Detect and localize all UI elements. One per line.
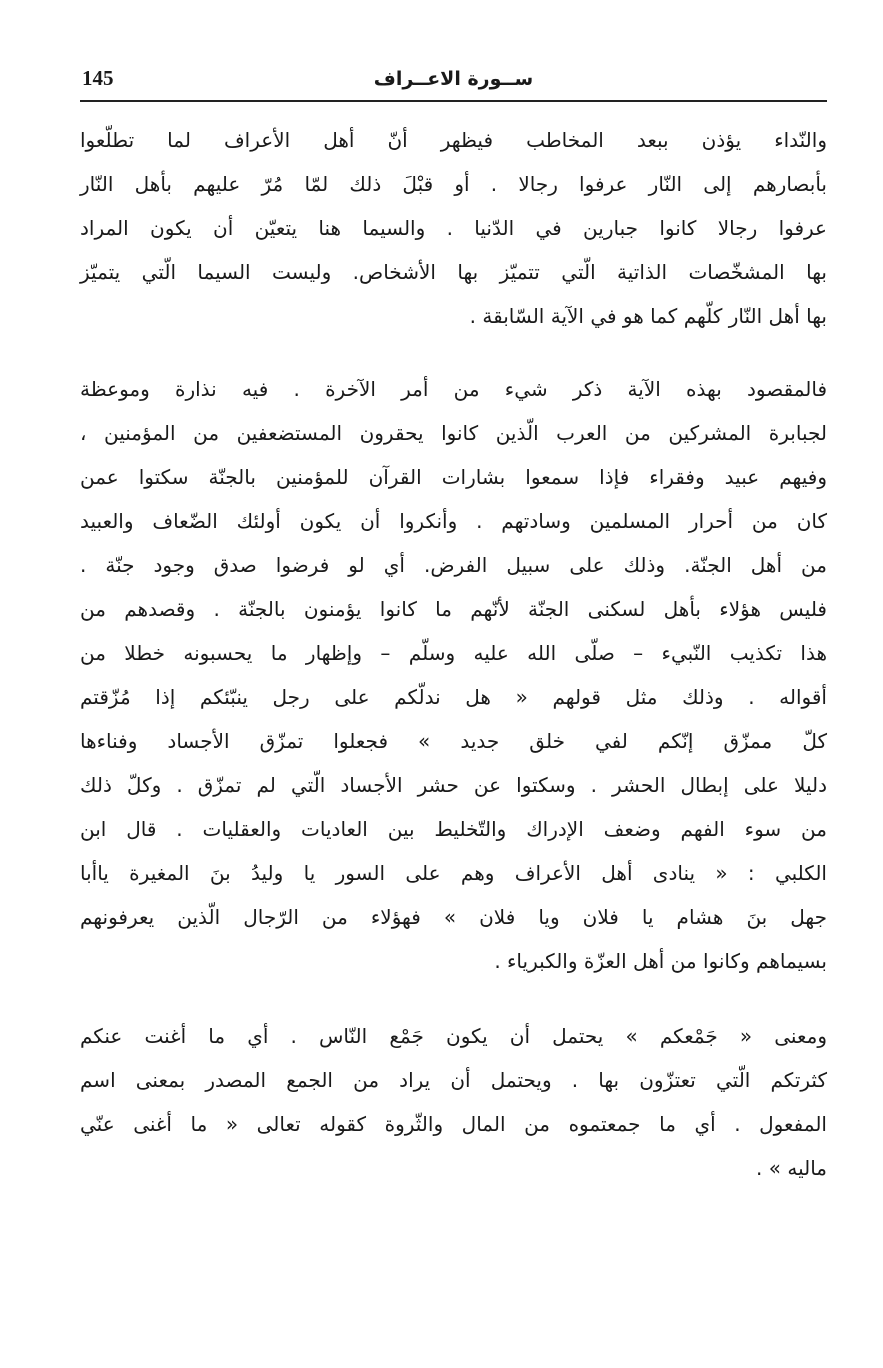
text-line: ومعنى « جَمْعكم » يحتمل أن يكون جَمْع النّاس . أي ما أغنت عنكم xyxy=(80,1024,827,1048)
page-body xyxy=(80,118,827,1190)
paragraph-spacer xyxy=(80,983,827,1014)
text-line: بأبصارهم إلى النّار عرفوا رجالا . أو قبْلَ ذلك لمّا مُرّ عليهم بأهل النّار xyxy=(80,172,827,196)
text-line: بسيماهم وكانوا من أهل العزّة والكبرياء . xyxy=(494,949,827,973)
text-line: كان من أحرار المسلمين وسادتهم . وأنكروا أن يكون أولئك الضّعاف والعبيد xyxy=(80,509,827,533)
text-line: هذا تكذيب النّبيء – صلّى الله عليه وسلّم – وإظهار ما يحسبونه خطلا من xyxy=(80,641,827,665)
surah-title: ســورة الاعــراف xyxy=(373,68,534,90)
text-line: من سوء الفهم وضعف الإدراك والتّخليط بين العاديات والعقليات . قال ابن xyxy=(80,817,827,841)
text-line: ماليه » . xyxy=(756,1156,827,1180)
text-line: فليس هؤلاء بأهل لسكنى الجنّة لأنّهم ما كانوا يؤمنون بالجنّة . وقصدهم من xyxy=(80,597,827,621)
text-line: بها أهل النّار كلّهم كما هو في الآية السّابقة . xyxy=(469,304,827,328)
text-line: فالمقصود بهذه الآية ذكر شيء من أمر الآخرة . فيه نذارة وموعظة xyxy=(80,377,827,401)
header-divider xyxy=(80,100,827,102)
page-header xyxy=(80,62,827,102)
text-line: والنّداء يؤذن ببعد المخاطب فيظهر أنّ أهل الأعراف لما تطلّعوا xyxy=(80,128,827,152)
text-line: عرفوا رجالا كانوا جبارين في الدّنيا . والسيما هنا يتعيّن أن يكون المراد xyxy=(80,216,827,240)
paragraph-1 xyxy=(80,118,827,338)
text-line: أقواله . وذلك مثل قولهم « هل ندلّكم على رجل ينبّئكم إذا مُزّقتم xyxy=(80,685,827,709)
text-line: من أهل الجنّة. وذلك على سبيل الفرض. أي لو فرضوا صدق وجود جنّة . xyxy=(80,553,827,577)
paragraph-2 xyxy=(80,367,827,983)
text-line: كلّ ممزّق إنّكم لفي خلق جديد » فجعلوا تمزّق الأجساد وفناءها xyxy=(80,729,827,753)
page-number: 145 xyxy=(82,66,114,90)
text-line: بها المشخّصات الذاتية الّتي تتميّز بها الأشخاص. وليست السيما الّتي يتميّز xyxy=(80,260,827,284)
text-line: المفعول . أي ما جمعتموه من المال والثّروة كقوله تعالى « ما أغنى عنّي xyxy=(80,1112,827,1136)
text-line: لجبابرة المشركين من العرب الّذين كانوا يحقرون المستضعفين من المؤمنين ، xyxy=(80,421,827,445)
paragraph-3 xyxy=(80,1014,827,1190)
text-line: دليلا على إبطال الحشر . وسكتوا عن حشر الأجساد الّتي لم تمزّق . وكلّ ذلك xyxy=(80,773,827,797)
text-line: كثرتكم الّتي تعتزّون بها . ويحتمل أن يراد من الجمع المصدر بمعنى اسم xyxy=(80,1068,827,1092)
paragraph-spacer xyxy=(80,338,827,367)
text-line: وفيهم عبيد وفقراء فإذا سمعوا بشارات القرآن للمؤمنين بالجنّة سكتوا عمن xyxy=(80,465,827,489)
text-line: جهل بنَ هشام يا فلان ويا فلان » فهؤلاء من الرّجال الّذين يعرفونهم xyxy=(80,905,827,929)
text-line: الكلبي : « ينادى أهل الأعراف وهم على السور يا وليدُ بنَ المغيرة ياأبا xyxy=(80,861,827,885)
